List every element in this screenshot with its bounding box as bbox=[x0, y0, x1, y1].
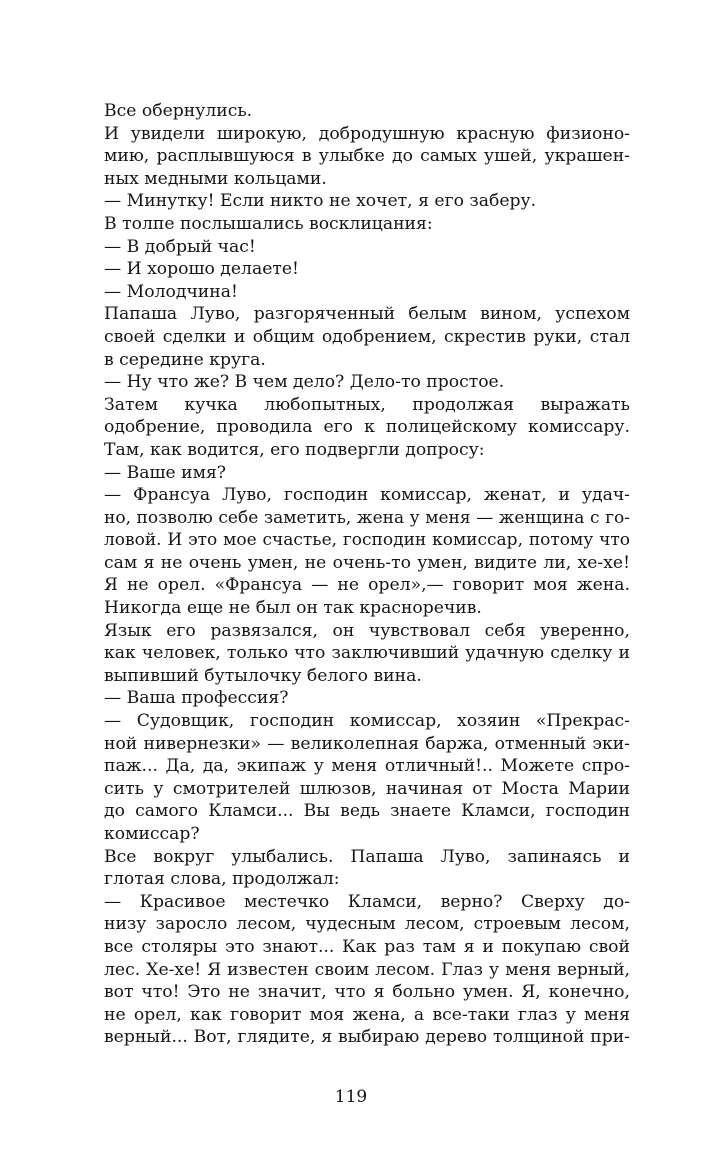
text-line: Никогда еще не был он так красноречив. bbox=[104, 598, 482, 619]
text-line: — В добрый час! bbox=[104, 236, 256, 257]
text-line: вот что! Это не значит, что я больно умен. Я, конечно, bbox=[104, 982, 630, 1003]
text-line: все столяры это знают... Как раз там я и покупаю свой bbox=[104, 936, 630, 957]
text-line: низу заросло лесом, чудесным лесом, строевым лесом, bbox=[104, 914, 630, 935]
text-line: ной нивернезки» — великолепная баржа, отменный эки- bbox=[104, 733, 630, 754]
text-line: как человек, только что заключивший удачную сделку и bbox=[104, 643, 630, 664]
page-number: 119 bbox=[334, 1087, 368, 1107]
page-text-body bbox=[104, 100, 630, 1049]
text-line: не орел, как говорит моя жена, а все-таки глаз у меня bbox=[104, 1004, 630, 1025]
text-line: до самого Кламси... Вы ведь знаете Кламси, господин bbox=[104, 801, 630, 822]
text-line: своей сделки и общим одобрением, скрестив руки, стал bbox=[104, 326, 630, 347]
text-line: — Судовщик, господин комиссар, хозяин «Прекрас- bbox=[104, 711, 630, 732]
text-line: Я не орел. «Франсуа — не орел»,— говорит моя жена. bbox=[104, 575, 630, 596]
text-line: Язык его развязался, он чувствовал себя уверенно, bbox=[104, 620, 630, 641]
text-line: одобрение, проводила его к полицейскому комиссару. bbox=[104, 417, 630, 438]
text-line: лес. Хе-хе! Я известен своим лесом. Глаз у меня верный, bbox=[104, 959, 630, 980]
text-line: выпивший бутылочку белого вина. bbox=[104, 665, 422, 686]
text-line: в середине круга. bbox=[104, 349, 266, 370]
text-line: — И хорошо делаете! bbox=[104, 259, 299, 280]
text-line: глотая слова, продолжал: bbox=[104, 869, 340, 890]
text-line: Папаша Луво, разгоряченный белым вином, успехом bbox=[104, 304, 630, 325]
text-line: Затем кучка любопытных, продолжая выражать bbox=[104, 394, 630, 415]
text-line: — Молодчина! bbox=[104, 281, 238, 302]
text-line: — Франсуа Луво, господин комиссар, женат, и удач- bbox=[104, 485, 630, 506]
text-line: И увидели широкую, добродушную красную физионо- bbox=[104, 123, 630, 144]
text-line: ных медными кольцами. bbox=[104, 168, 327, 189]
text-line: Там, как водится, его подвергли допросу: bbox=[104, 439, 485, 460]
text-line: ловой. И это мое счастье, господин комиссар, потому что bbox=[104, 530, 630, 551]
text-line: паж... Да, да, экипаж у меня отличный!.. Можете спро- bbox=[104, 756, 630, 777]
text-line: комиссар? bbox=[104, 824, 200, 844]
text-line: Все вокруг улыбались. Папаша Луво, запинаясь и bbox=[104, 846, 630, 867]
text-line: — Минутку! Если никто не хочет, я его заберу. bbox=[104, 191, 537, 212]
text-line: Все обернулись. bbox=[104, 101, 253, 121]
text-line: — Ваше имя? bbox=[104, 462, 227, 483]
text-line: сить у смотрителей шлюзов, начиная от Моста Марии bbox=[104, 778, 630, 799]
text-line: но, позволю себе заметить, жена у меня — женщина с го- bbox=[104, 507, 630, 528]
text-line: — Ну что же? В чем дело? Дело-то простое. bbox=[104, 372, 505, 393]
text-line: сам я не очень умен, не очень-то умен, видите ли, хе-хе! bbox=[104, 552, 630, 573]
text-line: верный... Вот, глядите, я выбираю дерево толщиной при- bbox=[104, 1027, 630, 1048]
text-line: — Красивое местечко Кламси, верно? Сверху до- bbox=[104, 891, 630, 912]
text-line: — Ваша профессия? bbox=[104, 688, 289, 709]
text-line: В толпе послышались восклицания: bbox=[104, 213, 433, 234]
text-line: мию, расплывшуюся в улыбке до самых ушей, украшен- bbox=[104, 146, 630, 167]
